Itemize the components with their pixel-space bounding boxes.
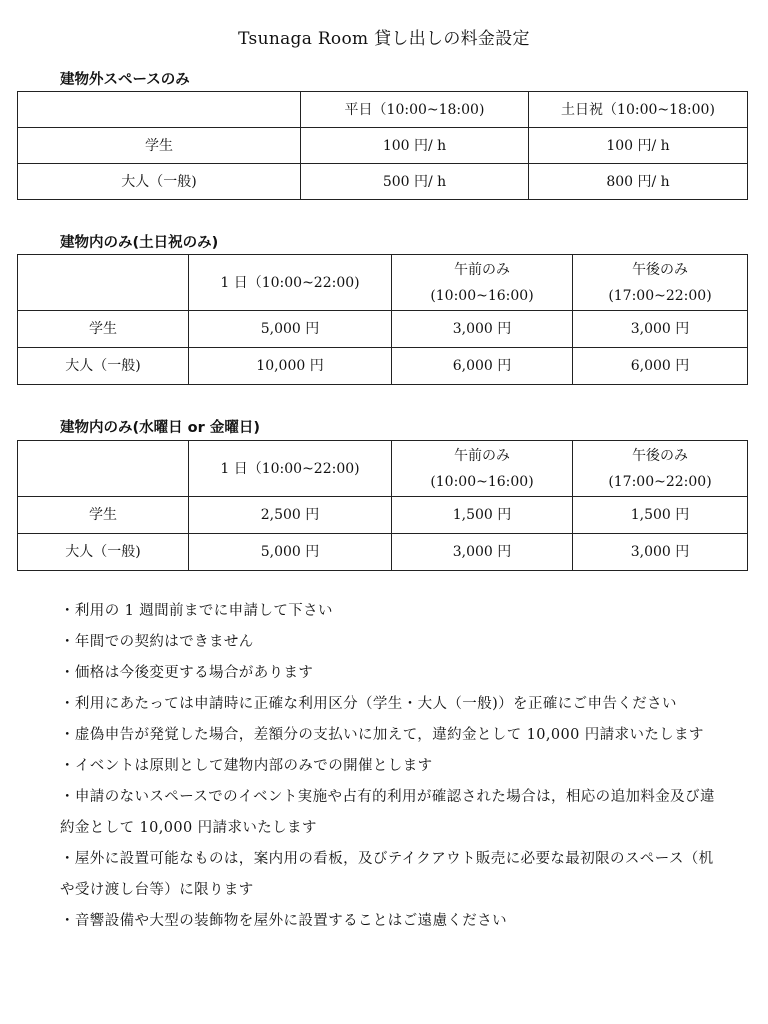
table-header-cell: 1 日（10:00~22:00) [189, 441, 392, 497]
price-cell: 100 円/ h [529, 128, 748, 164]
price-cell: 10,000 円 [189, 348, 392, 385]
row-label: 大人（一般) [18, 534, 189, 571]
fee-table-outdoor [17, 91, 748, 200]
header-line: (17:00~22:00) [608, 287, 712, 304]
header-line: 午前のみ [454, 447, 510, 464]
header-line: (10:00~16:00) [430, 473, 534, 490]
fee-table-indoor-weekday [17, 440, 748, 571]
row-label: 大人（一般) [18, 164, 301, 200]
price-cell: 3,000 円 [573, 311, 748, 348]
table-row [18, 497, 748, 534]
page-title: Tsunaga Room 貸し出しの料金設定 [238, 29, 530, 49]
row-label: 学生 [18, 311, 189, 348]
table-header-cell [18, 92, 301, 128]
price-cell: 1,500 円 [392, 497, 573, 534]
header-line: (10:00~16:00) [430, 287, 534, 304]
price-cell: 5,000 円 [189, 311, 392, 348]
note-item: ・利用の 1 週間前までに申請して下さい [60, 603, 333, 619]
note-item: ・価格は今後変更する場合があります [60, 665, 314, 681]
price-cell: 6,000 円 [392, 348, 573, 385]
note-item: ・年間での契約はできません [60, 634, 254, 650]
table-row [18, 348, 748, 385]
price-cell: 1,500 円 [573, 497, 748, 534]
table-header-row [18, 92, 748, 128]
note-item: ・音響設備や大型の装飾物を屋外に設置することはご遠慮ください [60, 913, 507, 929]
table-row [18, 164, 748, 200]
row-label: 学生 [18, 497, 189, 534]
section-heading-outdoor: 建物外スペースのみ [60, 72, 190, 88]
table-header-cell [18, 441, 189, 497]
price-cell: 2,500 円 [189, 497, 392, 534]
price-cell: 100 円/ h [301, 128, 529, 164]
table-header-cell [573, 441, 748, 497]
table-header-cell [18, 255, 189, 311]
table-header-row [18, 441, 748, 497]
note-item: ・屋外に設置可能なものは，案内用の看板，及びテイクアウト販売に必要な最初限のスペース（机や受け渡し台等）に限ります [60, 851, 714, 898]
row-label: 学生 [18, 128, 301, 164]
note-item: ・申請のないスペースでのイベント実施や占有的利用が確認された場合は，相応の追加料金及び違約金として 10,000 円請求いたします [60, 789, 715, 836]
table-header-cell [392, 441, 573, 497]
price-cell: 3,000 円 [573, 534, 748, 571]
price-cell: 500 円/ h [301, 164, 529, 200]
table-row [18, 128, 748, 164]
table-header-cell [392, 255, 573, 311]
note-item: ・利用にあたっては申請時に正確な利用区分（学生・大人（一般)）を正確にご申告ください [60, 696, 677, 712]
row-label: 大人（一般) [18, 348, 189, 385]
price-cell: 3,000 円 [392, 311, 573, 348]
header-line: 午前のみ [454, 261, 510, 278]
fee-table-indoor-weekend [17, 254, 748, 385]
price-cell: 800 円/ h [529, 164, 748, 200]
note-item: ・虚偽申告が発覚した場合，差額分の支払いに加えて，違約金として 10,000 円請求いたします [60, 727, 704, 743]
header-line: 午後のみ [632, 261, 688, 278]
header-line: 午後のみ [632, 447, 688, 464]
price-cell: 5,000 円 [189, 534, 392, 571]
table-row [18, 534, 748, 571]
table-header-cell: 平日（10:00~18:00) [301, 92, 529, 128]
table-header-cell [573, 255, 748, 311]
notes-list [60, 596, 720, 937]
note-item: ・イベントは原則として建物内部のみでの開催とします [60, 758, 433, 774]
section-heading-indoor-weekday: 建物内のみ(水曜日 or 金曜日) [60, 420, 260, 436]
section-heading-indoor-weekend: 建物内のみ(土日祝のみ) [60, 235, 219, 251]
price-cell: 6,000 円 [573, 348, 748, 385]
table-header-row [18, 255, 748, 311]
table-header-cell: 1 日（10:00~22:00) [189, 255, 392, 311]
table-header-cell: 土日祝（10:00~18:00) [529, 92, 748, 128]
table-row [18, 311, 748, 348]
price-cell: 3,000 円 [392, 534, 573, 571]
header-line: (17:00~22:00) [608, 473, 712, 490]
